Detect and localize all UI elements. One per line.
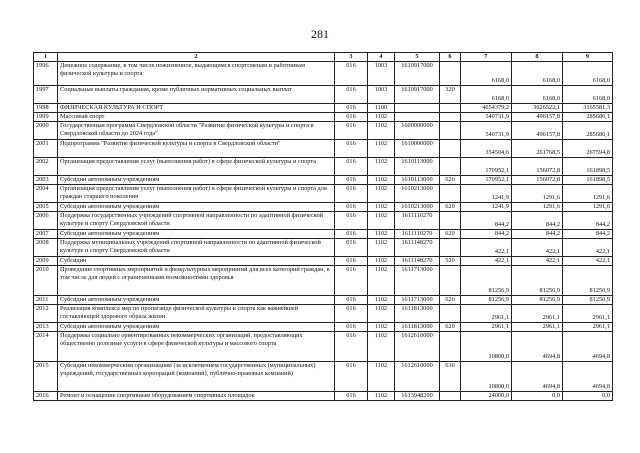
cell-amount-year3: 844,2 — [563, 212, 613, 230]
row-description: Субсидии автономным учреждениям — [58, 323, 335, 332]
cell-target-article: 1610113000 — [395, 176, 440, 185]
cell-section-code: 1102 — [368, 257, 395, 266]
cell-expense-type — [440, 212, 461, 230]
cell-amount-year2: 261768,5 — [512, 140, 563, 158]
row-number: 2006 — [34, 212, 58, 230]
cell-ministry-code: 016 — [335, 332, 368, 362]
cell-amount-year3: 285686,1 — [563, 122, 613, 140]
table-row — [34, 203, 613, 212]
cell-target-article: 1611148270 — [395, 239, 440, 257]
cell-amount-year2: 1291,6 — [512, 185, 563, 203]
cell-amount-year3: 81256,9 — [563, 296, 613, 305]
cell-amount-year1: 6168,0 — [461, 86, 512, 104]
cell-amount-year2: 422,1 — [512, 257, 563, 266]
cell-amount-year3: 1291,6 — [563, 203, 613, 212]
cell-ministry-code: 016 — [335, 212, 368, 230]
cell-amount-year2: 156072,8 — [512, 176, 563, 185]
page-number: 281 — [311, 27, 329, 41]
cell-amount-year1: 10800,0 — [461, 362, 512, 392]
cell-ministry-code: 016 — [335, 323, 368, 332]
cell-amount-year2: 496157,8 — [512, 113, 563, 122]
cell-section-code: 1102 — [368, 185, 395, 203]
cell-ministry-code: 016 — [335, 140, 368, 158]
row-number: 2004 — [34, 185, 58, 203]
row-description: Поддержка социально ориентированных некоммерческих организаций, предоставляющих общественно полезные услуги в сфере физической культуры и массового спорта — [58, 332, 335, 362]
row-number: 2010 — [34, 266, 58, 296]
row-number: 2015 — [34, 362, 58, 392]
row-number: 2000 — [34, 122, 58, 140]
cell-amount-year3: 6168,0 — [563, 62, 613, 86]
cell-section-code: 1102 — [368, 158, 395, 176]
cell-amount-year1: 6168,0 — [461, 62, 512, 86]
row-number: 2008 — [34, 239, 58, 257]
cell-target-article: 1612610000 — [395, 332, 440, 362]
row-description: Поддержка государственных учреждений спортивной направленности по адаптивной физической культуре и спорту Свердловской области — [58, 212, 335, 230]
cell-expense-type: 320 — [440, 86, 461, 104]
cell-section-code: 1102 — [368, 212, 395, 230]
table-row — [34, 296, 613, 305]
row-description: Субсидии — [58, 257, 335, 266]
cell-amount-year1: 2961,1 — [461, 305, 512, 323]
cell-section-code: 1102 — [368, 140, 395, 158]
table-row — [34, 86, 613, 104]
cell-expense-type: 620 — [440, 203, 461, 212]
row-number: 1998 — [34, 104, 58, 113]
table-row — [34, 113, 613, 122]
cell-amount-year2: 496157,8 — [512, 122, 563, 140]
cell-section-code: 1102 — [368, 176, 395, 185]
cell-amount-year2: 2961,1 — [512, 305, 563, 323]
cell-section-code: 1003 — [368, 62, 395, 86]
cell-amount-year3: 0,0 — [563, 392, 613, 401]
col-header: 2 — [58, 53, 335, 62]
cell-amount-year1: 170952,1 — [461, 158, 512, 176]
cell-amount-year3: 6168,0 — [563, 86, 613, 104]
cell-amount-year2: 844,2 — [512, 212, 563, 230]
cell-expense-type: 620 — [440, 230, 461, 239]
col-header: 6 — [440, 53, 461, 62]
cell-amount-year1: 422,1 — [461, 257, 512, 266]
row-description: Субсидии автономным учреждениям — [58, 203, 335, 212]
cell-amount-year3: 422,1 — [563, 239, 613, 257]
table-row — [34, 122, 613, 140]
cell-amount-year3: 285686,1 — [563, 113, 613, 122]
table-row — [34, 392, 613, 401]
row-number: 2014 — [34, 332, 58, 362]
cell-expense-type — [440, 104, 461, 113]
table-row — [34, 230, 613, 239]
cell-ministry-code: 016 — [335, 113, 368, 122]
cell-expense-type — [440, 332, 461, 362]
cell-amount-year1: 81256,9 — [461, 296, 512, 305]
cell-amount-year1: 844,2 — [461, 212, 512, 230]
row-description: Массовый спорт — [58, 113, 335, 122]
cell-expense-type — [440, 140, 461, 158]
row-number: 2009 — [34, 257, 58, 266]
cell-amount-year1: 844,2 — [461, 230, 512, 239]
row-description: Социальные выплаты гражданам, кроме публичных нормативных социальных выплат — [58, 86, 335, 104]
cell-section-code: 1100 — [368, 104, 395, 113]
row-description: Проведение спортивных мероприятий и физкультурных мероприятий для всех категорий граждан, в том числе для людей с ограниченными возможностями здоровья — [58, 266, 335, 296]
cell-ministry-code: 016 — [335, 392, 368, 401]
cell-target-article: 1611110270 — [395, 212, 440, 230]
cell-ministry-code: 016 — [335, 362, 368, 392]
table-row — [34, 62, 613, 86]
cell-amount-year1: 24000,0 — [461, 392, 512, 401]
cell-section-code: 1102 — [368, 239, 395, 257]
table-row — [34, 212, 613, 230]
cell-target-article — [395, 113, 440, 122]
cell-amount-year2: 6168,0 — [512, 62, 563, 86]
table-row — [34, 140, 613, 158]
header-row — [34, 53, 613, 62]
cell-section-code: 1102 — [368, 332, 395, 362]
cell-amount-year2: 81256,9 — [512, 266, 563, 296]
col-header: 9 — [563, 53, 613, 62]
cell-target-article: 1610917000 — [395, 62, 440, 86]
table-row — [34, 305, 613, 323]
cell-section-code: 1102 — [368, 323, 395, 332]
cell-amount-year3: 2961,1 — [563, 305, 613, 323]
cell-amount-year2: 844,2 — [512, 230, 563, 239]
cell-amount-year2: 2961,1 — [512, 323, 563, 332]
cell-target-article: 1610113000 — [395, 158, 440, 176]
cell-target-article: 1610213000 — [395, 203, 440, 212]
cell-target-article: 1611713000 — [395, 296, 440, 305]
table-row — [34, 239, 613, 257]
row-description: Ремонт и оснащение спортивным оборудованием спортивных площадок — [58, 392, 335, 401]
cell-ministry-code: 016 — [335, 266, 368, 296]
row-number: 1997 — [34, 86, 58, 104]
row-description: Организация предоставления услуг (выполнения работ) в сфере физической культуры и спорта — [58, 158, 335, 176]
row-number: 2001 — [34, 140, 58, 158]
cell-section-code: 1102 — [368, 362, 395, 392]
row-description: Поддержка муниципальных учреждений спортивной направленности по адаптивной физической культуре и спорту Свердловской области — [58, 239, 335, 257]
row-number: 1996 — [34, 62, 58, 86]
cell-amount-year3: 1291,6 — [563, 185, 613, 203]
cell-section-code: 1102 — [368, 266, 395, 296]
cell-target-article: 1612610000 — [395, 362, 440, 392]
cell-expense-type: 620 — [440, 176, 461, 185]
cell-amount-year2: 0,0 — [512, 392, 563, 401]
cell-target-article: 1610000000 — [395, 140, 440, 158]
col-header: 4 — [368, 53, 395, 62]
row-number: 1999 — [34, 113, 58, 122]
cell-amount-year1: 1241,9 — [461, 185, 512, 203]
col-header: 1 — [34, 53, 58, 62]
table-row — [34, 176, 613, 185]
row-description: Организация предоставления услуг (выполнения работ) в сфере физической культуры и спорта для граждан старшего поколения — [58, 185, 335, 203]
cell-section-code: 1003 — [368, 86, 395, 104]
budget-table — [33, 52, 613, 401]
cell-target-article: 1611813000 — [395, 323, 440, 332]
cell-expense-type — [440, 158, 461, 176]
cell-ministry-code: 016 — [335, 230, 368, 239]
cell-section-code: 1102 — [368, 113, 395, 122]
cell-amount-year3: 161898,5 — [563, 176, 613, 185]
col-header: 5 — [395, 53, 440, 62]
cell-expense-type — [440, 113, 461, 122]
cell-amount-year2: 4694,8 — [512, 362, 563, 392]
cell-ministry-code: 016 — [335, 104, 368, 113]
cell-amount-year2: 1291,6 — [512, 203, 563, 212]
cell-amount-year2: 3626522,1 — [512, 104, 563, 113]
cell-amount-year3: 844,2 — [563, 230, 613, 239]
row-description: Субсидии автономным учреждениям — [58, 176, 335, 185]
cell-amount-year2: 422,1 — [512, 239, 563, 257]
cell-ministry-code: 016 — [335, 296, 368, 305]
table-row — [34, 185, 613, 203]
cell-amount-year3: 422,1 — [563, 257, 613, 266]
cell-expense-type — [440, 305, 461, 323]
cell-expense-type — [440, 122, 461, 140]
cell-amount-year2: 156072,8 — [512, 158, 563, 176]
row-description: ФИЗИЧЕСКАЯ КУЛЬТУРА И СПОРТ — [58, 104, 335, 113]
cell-amount-year1: 540731,9 — [461, 113, 512, 122]
table-row — [34, 104, 613, 113]
cell-amount-year3: 81256,9 — [563, 266, 613, 296]
cell-expense-type — [440, 266, 461, 296]
table-row — [34, 332, 613, 362]
cell-ministry-code: 016 — [335, 62, 368, 86]
col-header: 8 — [512, 53, 563, 62]
cell-amount-year1: 2961,1 — [461, 323, 512, 332]
cell-ministry-code: 016 — [335, 176, 368, 185]
cell-expense-type — [440, 185, 461, 203]
row-description: Государственная программа Свердловской области "Развитие физической культуры и спорта в Свердловской области до 2024 года" — [58, 122, 335, 140]
cell-amount-year1: 422,1 — [461, 239, 512, 257]
cell-amount-year2: 81256,9 — [512, 296, 563, 305]
cell-ministry-code: 016 — [335, 257, 368, 266]
cell-section-code: 1102 — [368, 305, 395, 323]
cell-target-article: 1611148270 — [395, 257, 440, 266]
cell-target-article: 1610213000 — [395, 185, 440, 203]
row-number: 2003 — [34, 176, 58, 185]
cell-target-article: 1600000000 — [395, 122, 440, 140]
row-number: 2012 — [34, 305, 58, 323]
row-number: 2016 — [34, 392, 58, 401]
cell-expense-type — [440, 239, 461, 257]
cell-section-code: 1102 — [368, 203, 395, 212]
cell-amount-year1: 10800,0 — [461, 332, 512, 362]
cell-expense-type: 630 — [440, 362, 461, 392]
cell-amount-year2: 4694,8 — [512, 332, 563, 362]
cell-target-article: 1611713000 — [395, 266, 440, 296]
cell-target-article: 1611813000 — [395, 305, 440, 323]
cell-ministry-code: 016 — [335, 158, 368, 176]
cell-target-article — [395, 104, 440, 113]
cell-expense-type: 620 — [440, 323, 461, 332]
cell-section-code: 1102 — [368, 296, 395, 305]
cell-amount-year1: 170952,1 — [461, 176, 512, 185]
cell-target-article: 1610917000 — [395, 86, 440, 104]
row-number: 2011 — [34, 296, 58, 305]
cell-expense-type — [440, 392, 461, 401]
cell-amount-year3: 3165581,3 — [563, 104, 613, 113]
cell-amount-year1: 4654379,2 — [461, 104, 512, 113]
table-row — [34, 257, 613, 266]
row-number: 2007 — [34, 230, 58, 239]
table-row — [34, 266, 613, 296]
col-header: 7 — [461, 53, 512, 62]
cell-target-article: 1613948200 — [395, 392, 440, 401]
row-number: 2013 — [34, 323, 58, 332]
cell-amount-year1: 1241,9 — [461, 203, 512, 212]
row-description: Субсидии некоммерческим организациям (за исключением государственных (муниципальных) учреждений, государственных корпораций (компаний), публично-правовых компаний) — [58, 362, 335, 392]
table-row — [34, 158, 613, 176]
cell-expense-type: 520 — [440, 257, 461, 266]
cell-expense-type — [440, 62, 461, 86]
row-description: Денежное содержание, в том числе пожизненное, выдающимся спортсменам и работникам физической культуры и спорта — [58, 62, 335, 86]
row-description: Подпрограмма "Развитие физической культуры и спорта в Свердловской области" — [58, 140, 335, 158]
cell-ministry-code: 016 — [335, 86, 368, 104]
cell-amount-year3: 267594,8 — [563, 140, 613, 158]
cell-section-code: 1102 — [368, 122, 395, 140]
cell-target-article: 1611110270 — [395, 230, 440, 239]
cell-ministry-code: 016 — [335, 185, 368, 203]
cell-ministry-code: 016 — [335, 305, 368, 323]
cell-amount-year2: 6168,0 — [512, 86, 563, 104]
cell-amount-year3: 2961,1 — [563, 323, 613, 332]
table-row — [34, 323, 613, 332]
cell-ministry-code: 016 — [335, 122, 368, 140]
cell-amount-year1: 540731,9 — [461, 122, 512, 140]
cell-amount-year1: 354504,6 — [461, 140, 512, 158]
row-description: Реализация комплекса мер по пропаганде физической культуры и спорта как важнейшей составляющей здорового образа жизни — [58, 305, 335, 323]
cell-amount-year3: 4694,8 — [563, 332, 613, 362]
cell-amount-year3: 4694,8 — [563, 362, 613, 392]
row-number: 2005 — [34, 203, 58, 212]
cell-ministry-code: 016 — [335, 203, 368, 212]
row-description: Субсидии автономным учреждениям — [58, 230, 335, 239]
row-description: Субсидии автономным учреждениям — [58, 296, 335, 305]
row-number: 2002 — [34, 158, 58, 176]
cell-amount-year3: 161898,5 — [563, 158, 613, 176]
cell-section-code: 1102 — [368, 230, 395, 239]
cell-ministry-code: 016 — [335, 239, 368, 257]
col-header: 3 — [335, 53, 368, 62]
cell-amount-year1: 81256,9 — [461, 266, 512, 296]
table-row — [34, 362, 613, 392]
cell-expense-type: 620 — [440, 296, 461, 305]
cell-section-code: 1102 — [368, 392, 395, 401]
